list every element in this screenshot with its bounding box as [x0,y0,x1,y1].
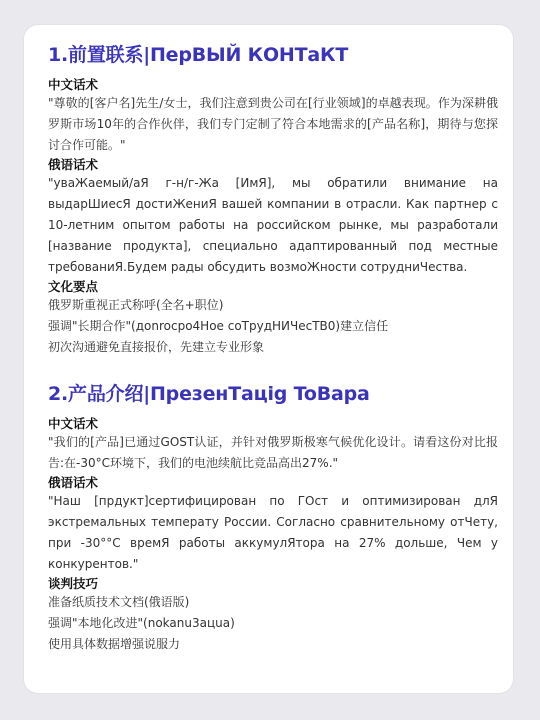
content-card [24,25,513,693]
section-product-intro [48,381,498,655]
section-title: 2.产品介绍|ПрезенТацig ToBapa [48,383,370,405]
chinese-script-label: 中文话术 [48,416,99,431]
tip-item: 强调"本地化改进"(nokanu3aцua) [48,616,235,630]
russian-script-text: "Наш [прдукт]сертифицирован по ГОст и оптимизирован длЯ экстремальных температу России. Согласно сравнительному отЧету, при -30°°C времЯ работы аккумулЯтора на 27% дольше, Чем у конкурентов." [48,494,498,571]
chinese-script-text: "尊敬的[客户名]先生/女士，我们注意到贵公司在[行业领域]的卓越表现。作为深耕俄罗斯市场10年的合作伙伴，我们专门定制了符合本地需求的[产品名称]，期待与您探讨合作可能。" [48,96,498,152]
chinese-script-text: "我们的[产品]已通过GOST认证，并针对俄罗斯极寒气候优化设计。请看这份对比报告:在-30°C环境下，我们的电池续航比竞品高出27%." [48,435,498,470]
chinese-script-label: 中文话术 [48,77,99,92]
section-first-contact [48,42,498,358]
tips-label: 谈判技巧 [48,576,99,591]
tip-item: 强调"长期合作"(дonrocpo4Hoe coТрудНИЧесТВ0)建立信任 [48,319,389,333]
tip-item: 准备纸质技术文档(俄语版) [48,595,190,609]
tip-item: 使用具体数据增强说服力 [48,637,181,651]
russian-script-text: "уваЖаемый/аЯ г-н/г-Жа [ИмЯ], мы обратили внимание на выдарШиесЯ достиЖениЯ вашей компании в отрасли. Как партнер с 10-летним опытом работы на российском рынке, мы разработали [название продукта], специально адаптированный под местные требованиЯ.Будем рады обсудить возмоЖности сотрудниЧества. [48,176,498,274]
section-title: 1.前置联系|ПерВЫЙ КОНТаКТ [48,44,349,66]
russian-script-label: 俄语话术 [48,475,99,490]
tips-label: 文化要点 [48,279,99,294]
russian-script-label: 俄语话术 [48,157,99,172]
tip-item: 初次沟通避免直接报价，先建立专业形象 [48,340,265,354]
tip-item: 俄罗斯重视正式称呼(全名+职位) [48,298,224,312]
